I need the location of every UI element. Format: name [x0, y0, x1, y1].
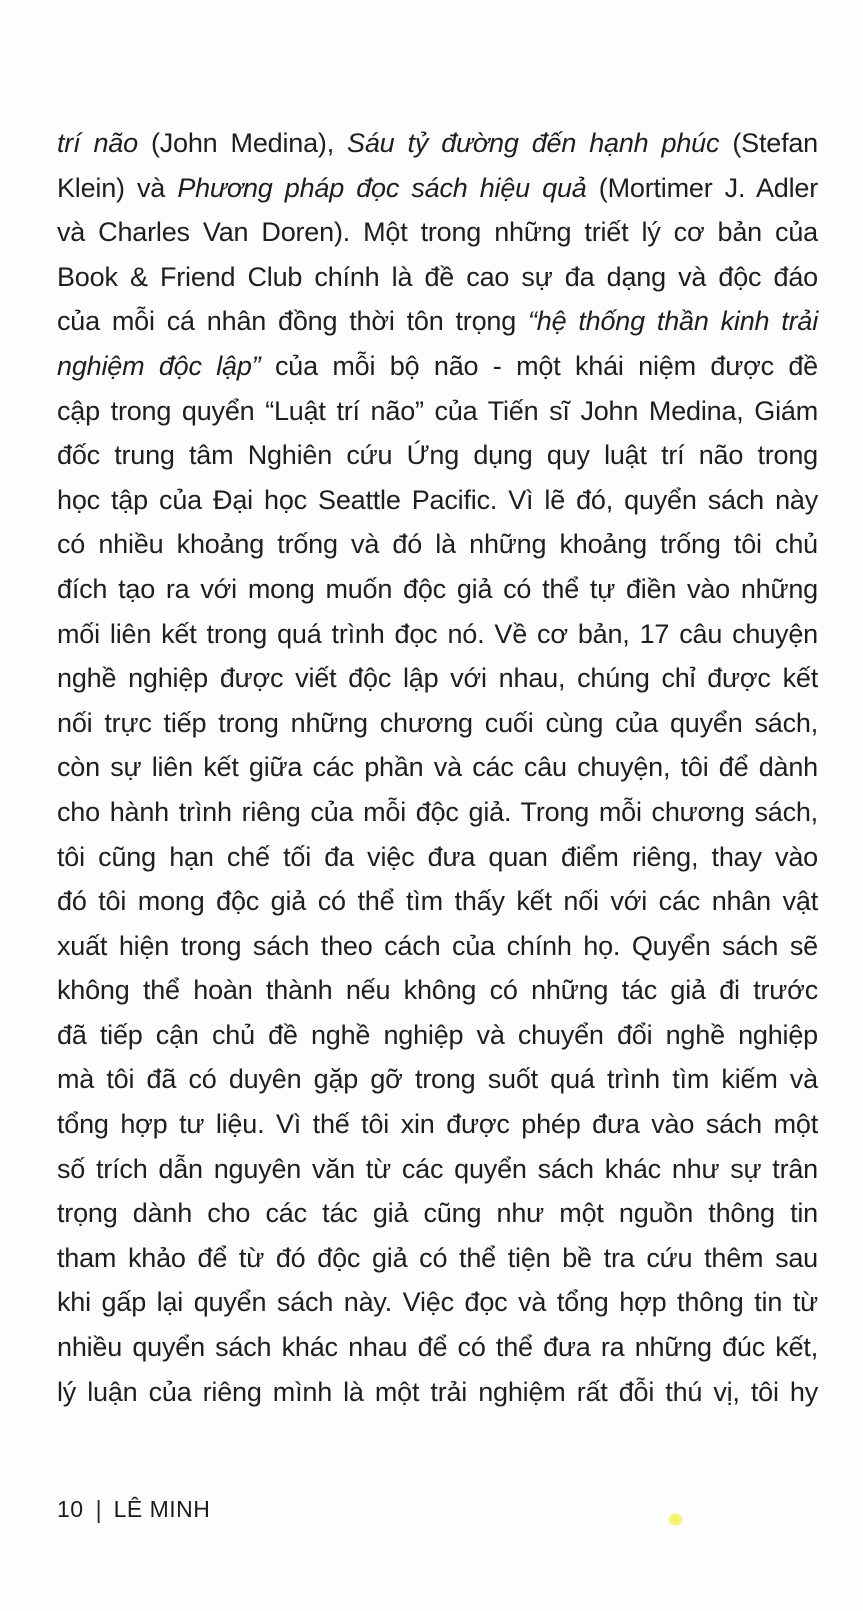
text-segment: tôi cũng hạn chế tối đa việc đưa quan điểm riêng, thay vào	[57, 841, 818, 872]
text-line	[57, 790, 818, 835]
text-segment: của mỗi bộ não - một khái niệm được đề	[260, 350, 818, 381]
text-line	[57, 433, 818, 478]
text-segment: và Charles Van Doren). Một trong những triết lý cơ bản của	[57, 217, 818, 248]
text-line	[57, 656, 818, 701]
text-segment: cho hành trình riêng của mỗi độc giả. Trong mỗi chương sách,	[57, 796, 818, 827]
text-segment: mà tôi đã có duyên gặp gỡ trong suốt quá trình tìm kiếm và	[57, 1064, 818, 1095]
text-line	[57, 210, 818, 255]
text-line	[57, 1325, 818, 1370]
text-line	[57, 478, 818, 523]
text-line	[57, 1147, 818, 1192]
yellow-speck-mark	[668, 1513, 683, 1526]
text-segment: nối trực tiếp trong những chương cuối cùng của quyển sách,	[57, 707, 818, 738]
text-segment: số trích dẫn nguyên văn từ các quyển sách khác như sự trân	[57, 1153, 818, 1184]
text-line	[57, 299, 818, 344]
text-segment: đã tiếp cận chủ đề nghề nghiệp và chuyển đổi nghề nghiệp	[57, 1019, 818, 1050]
text-segment: (Mortimer J. Adler	[586, 172, 818, 203]
text-block	[57, 121, 818, 1414]
text-line	[57, 1013, 818, 1058]
text-line	[57, 924, 818, 969]
text-segment: đích tạo ra với mong muốn độc giả có thể tự điền vào những	[57, 573, 818, 604]
text-segment: học tập của Đại học Seattle Pacific. Vì lẽ đó, quyển sách này	[57, 484, 818, 515]
text-segment: đốc trung tâm Nghiên cứu Ứng dụng quy luật trí não trong	[57, 440, 818, 471]
text-segment: còn sự liên kết giữa các phần và các câu chuyện, tôi để dành	[57, 752, 818, 783]
text-segment: Book & Friend Club chính là đề cao sự đa dạng và độc đáo	[57, 261, 818, 292]
footer-author: LÊ MINH	[113, 1496, 211, 1522]
text-segment: trọng dành cho các tác giả cũng như một nguồn thông tin	[57, 1198, 818, 1229]
text-line	[57, 1370, 818, 1415]
text-line	[57, 701, 818, 746]
text-line	[57, 344, 818, 389]
text-line	[57, 612, 818, 657]
text-segment: tham khảo để từ đó độc giả có thể tiện bề tra cứu thêm sau	[57, 1242, 818, 1273]
text-segment: của mỗi cá nhân đồng thời tôn trọng	[57, 306, 528, 337]
text-segment: xuất hiện trong sách theo cách của chính họ. Quyển sách sẽ	[57, 930, 818, 961]
page-number: 10	[57, 1496, 84, 1522]
text-line	[57, 968, 818, 1013]
text-line	[57, 255, 818, 300]
page-footer	[57, 1494, 210, 1524]
text-segment: nghề nghiệp được viết độc lập với nhau, chúng chỉ được kết	[57, 663, 818, 694]
text-segment: có nhiều khoảng trống và đó là những khoảng trống tôi chủ	[57, 529, 818, 560]
text-segment: (Stefan	[719, 128, 818, 158]
footer-divider: |	[95, 1494, 102, 1524]
text-line	[57, 835, 818, 880]
text-segment: không thể hoàn thành nếu không có những tác giả đi trước	[57, 975, 818, 1006]
italic-text-segment: Sáu tỷ đường đến hạnh phúc	[347, 128, 720, 158]
text-segment: tổng hợp tư liệu. Vì thế tôi xin được phép đưa vào sách một	[57, 1109, 818, 1140]
text-line	[57, 1191, 818, 1236]
text-segment: đó tôi mong độc giả có thể tìm thấy kết nối với các nhân vật	[57, 886, 818, 917]
text-line	[57, 745, 818, 790]
text-segment: khi gấp lại quyển sách này. Việc đọc và tổng hợp thông tin từ	[57, 1287, 818, 1318]
text-segment: lý luận của riêng mình là một trải nghiệm rất đỗi thú vị, tôi hy	[57, 1376, 818, 1407]
text-segment: (John Medina),	[137, 128, 348, 158]
text-line	[57, 1236, 818, 1281]
italic-text-segment: “hệ thống thần kinh trải	[528, 306, 818, 337]
text-line	[57, 522, 818, 567]
text-line	[57, 567, 818, 612]
text-line	[57, 166, 818, 211]
text-line	[57, 389, 818, 434]
italic-text-segment: Phương pháp đọc sách hiệu quả	[177, 172, 587, 203]
text-segment: Klein) và	[57, 172, 178, 203]
italic-text-segment: nghiệm độc lập”	[57, 350, 261, 381]
text-line	[57, 879, 818, 924]
text-segment: mối liên kết trong quá trình đọc nó. Về cơ bản, 17 câu chuyện	[57, 618, 818, 649]
text-line	[57, 1057, 818, 1102]
italic-text-segment: trí não	[57, 128, 138, 158]
text-segment: cập trong quyển “Luật trí não” của Tiến sĩ John Medina, Giám	[57, 395, 818, 426]
text-line	[57, 1102, 818, 1147]
text-line	[57, 121, 818, 166]
text-segment: nhiều quyển sách khác nhau để có thể đưa ra những đúc kết,	[57, 1332, 818, 1363]
text-line	[57, 1280, 818, 1325]
